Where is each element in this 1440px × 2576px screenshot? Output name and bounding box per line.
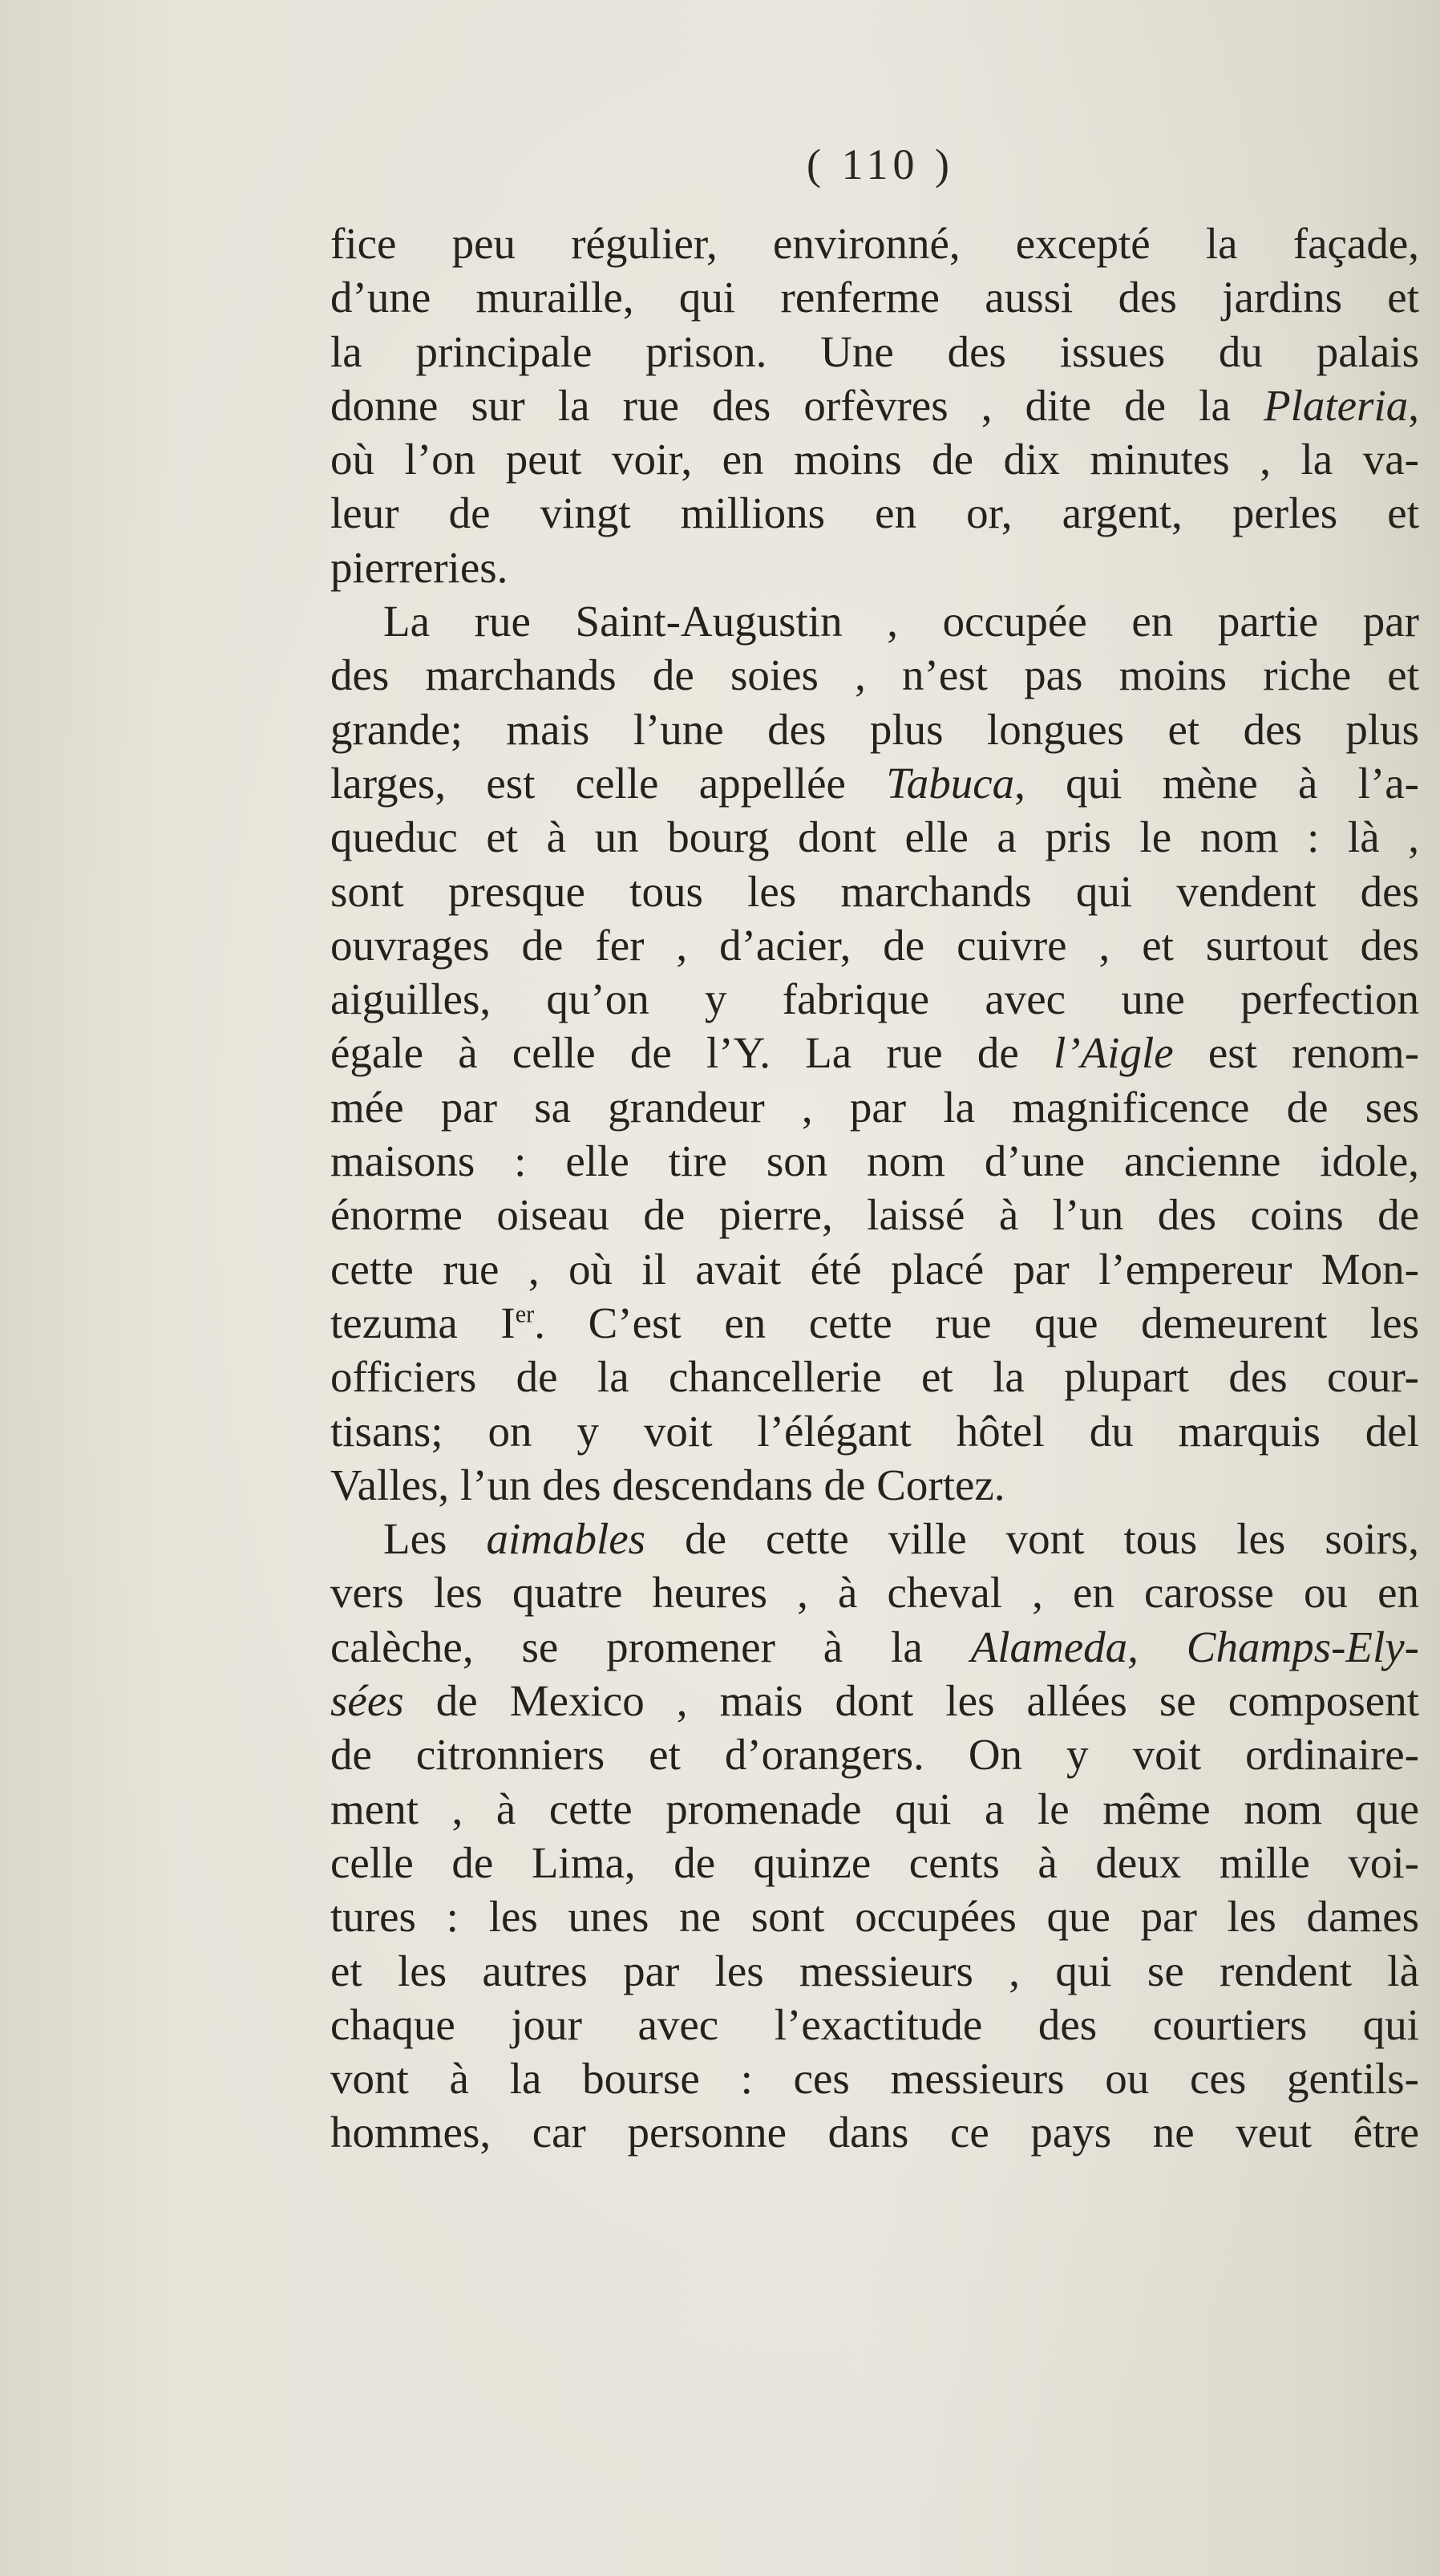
italic-text: Plateria	[1263, 380, 1409, 430]
text-line: ouvrages de fer , d’acier, de cuivre , et surtout des	[330, 920, 1419, 970]
text-line: d’une muraille, qui renferme aussi des jardins et	[330, 273, 1419, 322]
italic-text: aimables	[486, 1514, 646, 1564]
text-line: ment , à cette promenade qui a le même nom que	[330, 1784, 1419, 1833]
text-line: fice peu régulier, environné, excepté la façade,	[330, 219, 1419, 268]
paragraph	[330, 1512, 1419, 2160]
paragraph	[330, 594, 1419, 1512]
text-line: où l’on peut voir, en moins de dix minutes , la va-	[330, 435, 1419, 484]
text-line: sont presque tous les marchands qui vendent des	[330, 866, 1419, 916]
text-line: Valles, l’un des descendans de Cortez.	[330, 1460, 1005, 1509]
italic-text: Tabuca	[886, 758, 1015, 808]
text-line: officiers de la chancellerie et la plupart des cour-	[330, 1352, 1419, 1402]
text-line: aiguilles, qu’on y fabrique avec une perfection	[330, 974, 1419, 1024]
text-line: hommes, car personne dans ce pays ne veut être	[330, 2108, 1419, 2157]
text-line: tures : les unes ne sont occupées que par les dames	[330, 1892, 1419, 1942]
text-line: grande; mais l’une des plus longues et des plus	[330, 704, 1419, 754]
text-line: et les autres par les messieurs , qui se rendent là	[330, 1946, 1419, 1995]
text-line: mée par sa grandeur , par la magnificence de ses	[330, 1082, 1419, 1132]
text-line: des marchands de soies , n’est pas moins riche et	[330, 650, 1419, 700]
text-line: pierreries.	[330, 542, 508, 592]
text-line: La rue Saint-Augustin , occupée en partie par	[383, 597, 1419, 646]
text-line: cette rue , où il avait été placé par l’empereur Mon-	[330, 1244, 1419, 1294]
body-text	[330, 217, 1419, 2160]
text-line: tisans; on y voit l’élégant hôtel du marquis del	[330, 1406, 1419, 1456]
text-line: vont à la bourse : ces messieurs ou ces gentils-	[330, 2054, 1419, 2104]
text-line: larges, est celle appellée Tabuca, qui mène à l’a-	[330, 758, 1420, 808]
italic-text: l’Aigle	[1053, 1028, 1174, 1078]
text-line: queduc et à un bourg dont elle a pris le nom : là ,	[330, 812, 1419, 862]
text-line: celle de Lima, de quinze cents à deux mille voi-	[330, 1837, 1419, 1887]
text-line: de citronniers et d’orangers. On y voit ordinaire-	[330, 1730, 1419, 1780]
paragraph	[330, 217, 1419, 594]
text-line: tezuma Ier. C’est en cette rue que demeurent les	[330, 1298, 1419, 1347]
text-line: donne sur la rue des orfèvres , dite de la Plateria,	[330, 380, 1419, 430]
italic-text: Alameda, Champs-Ely-	[970, 1622, 1419, 1671]
text-line: la principale prison. Une des issues du palais	[330, 326, 1419, 376]
text-line: Les aimables de cette ville vont tous les soirs,	[383, 1514, 1419, 1564]
superscript: er	[515, 1300, 535, 1328]
italic-text: sées	[330, 1676, 404, 1726]
text-line: énorme oiseau de pierre, laissé à l’un des coins de	[330, 1190, 1419, 1240]
text-line: calèche, se promener à la Alameda, Champs-Ely-	[330, 1622, 1419, 1671]
text-line: sées de Mexico , mais dont les allées se composent	[330, 1676, 1419, 1726]
text-line: leur de vingt millions en or, argent, perles et	[330, 488, 1419, 538]
text-line: chaque jour avec l’exactitude des courtiers qui	[330, 1999, 1419, 2049]
text-line: vers les quatre heures , à cheval , en carosse ou en	[330, 1568, 1419, 1618]
text-line: égale à celle de l’Y. La rue de l’Aigle est renom-	[330, 1028, 1420, 1078]
text-line: maisons : elle tire son nom d’une ancienne idole,	[330, 1136, 1419, 1186]
page-number: ( 110 )	[807, 140, 954, 188]
